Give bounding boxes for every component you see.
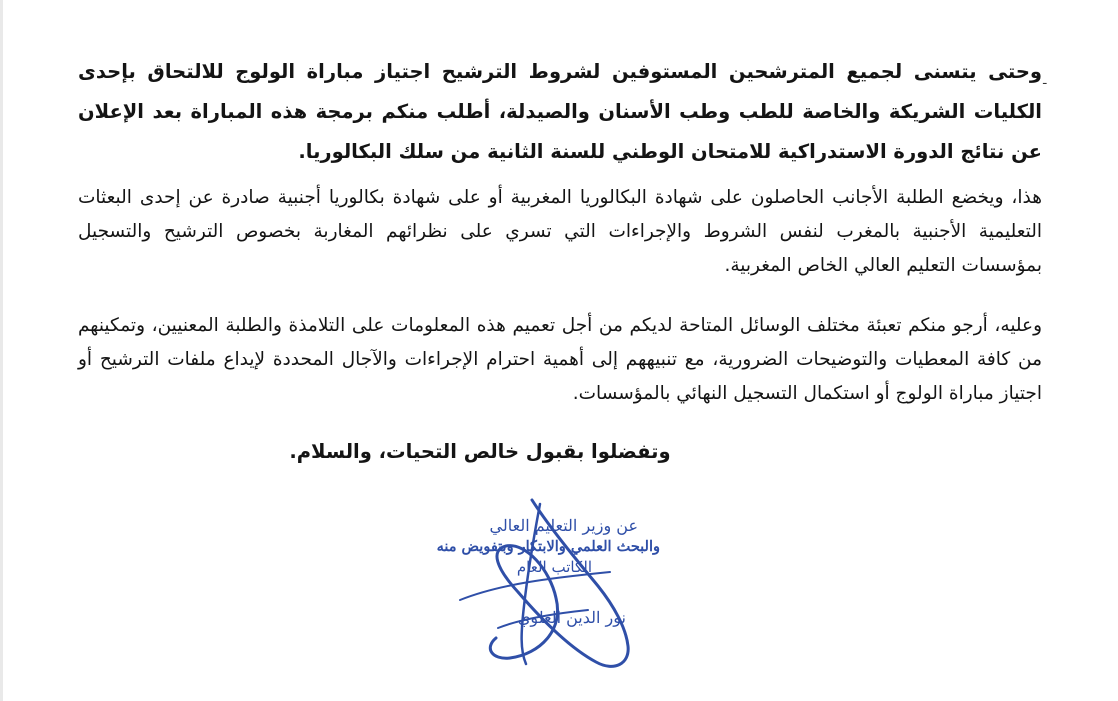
paragraph-exam-scheduling: وحتى يتسنى لجميع المترشحين المستوفين لشروط الترشيح اجتياز مباراة الولوج للالتحاق بإحدى الكليات الشريكة والخاصة للطب وطب الأسنان والصيدلة، أطلب منكم برمجة هذه المباراة بعد الإعلان عن نتائج الدورة الاستدراكية للامتحان الوطني للسنة الثانية من سلك البكالوريا. bbox=[78, 60, 1042, 163]
closing-salutation: وتفضلوا بقبول خالص التحيات، والسلام. bbox=[289, 440, 671, 463]
stamp-line-secretary-general: الكاتب العام bbox=[516, 558, 592, 576]
signature-stamp bbox=[400, 488, 660, 688]
page-edge bbox=[0, 0, 3, 701]
paragraph-dissemination-request: وعليه، أرجو منكم تعبئة مختلف الوسائل المتاحة لديكم من أجل تعميم هذه المعلومات على التلامذة والطلبة المعنيين، وتمكينهم من كافة المعطيات والتوضيحات الضرورية، مع تنبيههم إلى أهمية احترام الإجراءات والآجال المحددة لإيداع ملفات الترشيح أو اجتياز مباراة الولوج أو استكمال التسجيل النهائي بالمؤسسات. bbox=[78, 315, 1042, 404]
stamp-line-minister: عن وزير التعليم العالي bbox=[489, 516, 638, 535]
stamp-line-signatory-name: نور الدين العلوي bbox=[517, 608, 626, 627]
stamp-line-delegation: والبحث العلمي والابتكار وبتفويض منه bbox=[436, 538, 660, 555]
paragraph-foreign-students: هذا، ويخضع الطلبة الأجانب الحاصلون على شهادة البكالوريا المغربية أو على شهادة بكالوريا أجنبية صادرة عن إحدى البعثات التعليمية الأجنبية بالمغرب لنفس الشروط والإجراءات التي تسري على نظرائهم المغاربة بخصوص الترشيح والتسجيل بمؤسسات التعليم العالي الخاص المغربية. bbox=[78, 187, 1042, 276]
margin-mark: ـ bbox=[1043, 73, 1047, 87]
